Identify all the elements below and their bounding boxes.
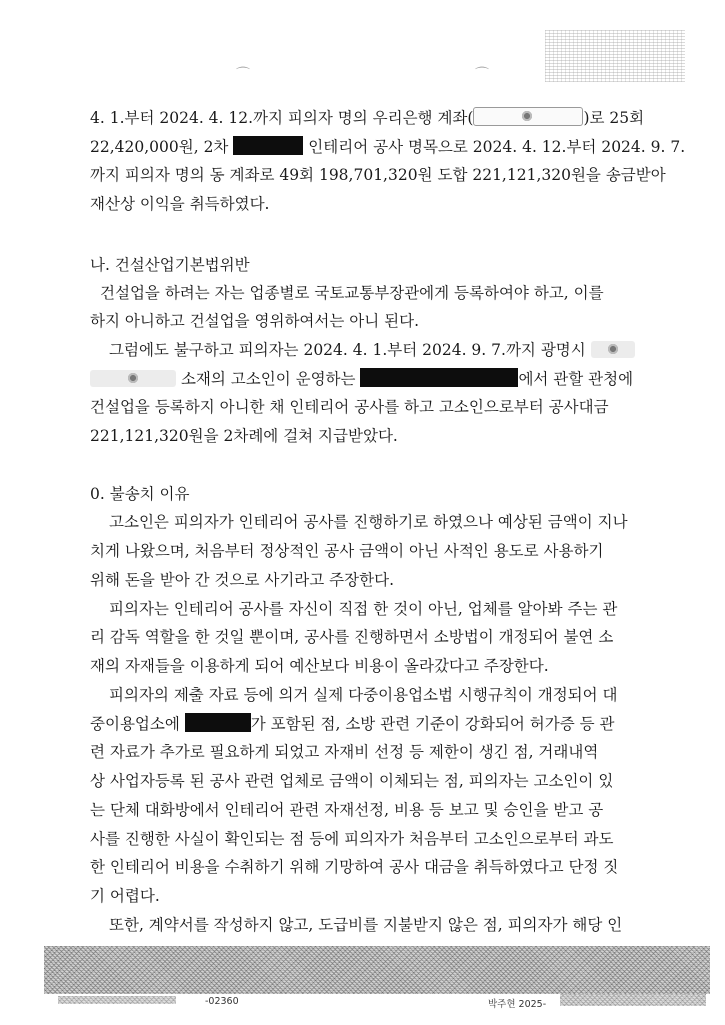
redacted-address	[591, 341, 635, 358]
section-heading: 나. 건설산업기본법위반	[90, 256, 250, 274]
body-line: 재의 자재들을 이용하게 되어 예산보다 비용이 올라갔다고 주장한다.	[90, 657, 549, 675]
footer-masked-serial	[560, 994, 706, 1006]
body-line: 사를 진행한 사실이 확인되는 점 등에 피의자가 처음부터 고소인으로부터 과도	[90, 830, 614, 848]
punch-mark: ⌒	[236, 67, 250, 83]
redacted-block	[233, 136, 303, 155]
body-line: 건설업을 하려는 자는 업종별로 국토교통부장관에게 등록하여야 하고, 이를	[100, 284, 604, 302]
redacted-block	[185, 713, 251, 732]
body-line: 또한, 계약서를 작성하지 않고, 도급비를 지불받지 않은 점, 피의자가 해당 인	[109, 916, 623, 934]
body-line: 221,121,320원을 2차례에 걸쳐 지급받았다.	[90, 427, 398, 445]
body-line: 하지 아니하고 건설업을 영위하여서는 아니 된다.	[90, 312, 420, 330]
section-heading: 0. 불송치 이유	[90, 485, 190, 503]
body-line: 그럼에도 불구하고 피의자는 2024. 4. 1.부터 2024. 9. 7.까지 광명시	[109, 340, 635, 360]
body-line: 소재의 고소인이 운영하는 에서 관할 관청에	[90, 368, 633, 388]
masked-id-strip	[58, 996, 176, 1004]
body-line: 22,420,000원, 2차 인테리어 공사 명목으로 2024. 4. 12.부터 2024. 9. 7.	[90, 138, 686, 156]
body-line: 련 자료가 추가로 필요하게 되었고 자재비 선정 등 제한이 생긴 점, 거래내역	[90, 743, 599, 761]
footer-document-code: -02360	[205, 996, 239, 1007]
body-line: 기 어렵다.	[90, 887, 160, 905]
redacted-account-number	[473, 107, 583, 126]
footer-author-date: 박주현 2025-	[488, 999, 547, 1010]
body-line: 건설업을 등록하지 아니한 채 인테리어 공사를 하고 고소인으로부터 공사대금	[90, 398, 609, 416]
punch-mark: ⌒	[475, 67, 489, 83]
security-pattern-band	[44, 946, 710, 994]
body-line: 까지 피의자 명의 동 계좌로 49회 198,701,320원 도합 221,121,320원을 송금받아	[90, 166, 666, 184]
redacted-address	[90, 370, 176, 387]
body-line: 4. 1.부터 2024. 4. 12.까지 피의자 명의 우리은행 계좌( )로 25회	[90, 109, 645, 127]
body-line: 치게 나왔으며, 처음부터 정상적인 공사 금액이 아닌 사적인 용도로 사용하기	[90, 542, 604, 560]
redacted-business-name	[360, 368, 518, 387]
seal-icon	[521, 110, 533, 122]
corner-watermark-pattern	[545, 30, 685, 82]
body-line: 중이용업소에 가 포함된 점, 소방 관련 기준이 강화되어 허가증 등 관	[90, 715, 615, 733]
body-line: 피의자의 제출 자료 등에 의거 실제 다중이용업소법 시행규칙이 개정되어 대	[109, 686, 618, 704]
seal-icon	[607, 343, 619, 355]
body-line: 재산상 이익을 취득하였다.	[90, 195, 270, 213]
body-line: 피의자는 인테리어 공사를 자신이 직접 한 것이 아닌, 업체를 알아봐 주는 관	[109, 600, 618, 618]
body-line: 리 감독 역할을 한 것일 뿐이며, 공사를 진행하면서 소방법이 개정되어 불연 소	[90, 628, 614, 646]
body-line: 한 인테리어 비용을 수취하기 위해 기망하여 공사 대금을 취득하였다고 단정 짓	[90, 858, 619, 876]
body-line: 위해 돈을 받아 간 것으로 사기라고 주장한다.	[90, 571, 395, 589]
body-line: 상 사업자등록 된 공사 관련 업체로 금액이 이체되는 점, 피의자는 고소인이 있	[90, 772, 614, 790]
body-line: 고소인은 피의자가 인테리어 공사를 진행하기로 하였으나 예상된 금액이 지나	[109, 513, 628, 531]
seal-icon	[127, 372, 139, 384]
body-line: 는 단체 대화방에서 인테리어 관련 자재선정, 비용 등 보고 및 승인을 받고 공	[90, 801, 604, 819]
